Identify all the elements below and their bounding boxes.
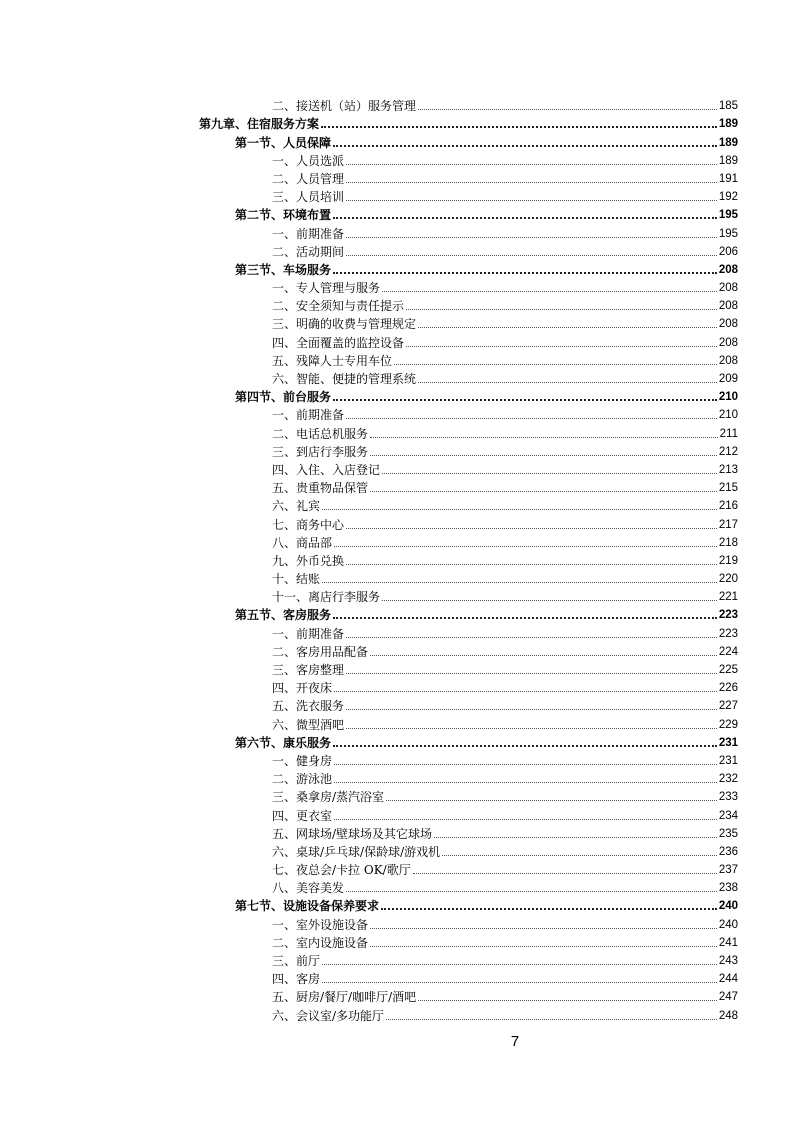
toc-entry-title: 五、残障人士专用车位 bbox=[272, 353, 393, 368]
toc-entry-page: 237 bbox=[718, 864, 738, 877]
toc-entry-item[interactable] bbox=[0, 150, 738, 168]
dot-leader bbox=[370, 423, 718, 438]
toc-entry-title: 二、活动期间 bbox=[272, 244, 345, 259]
dot-leader bbox=[381, 894, 717, 910]
toc-entry-page: 189 bbox=[718, 118, 738, 131]
toc-entry-page: 223 bbox=[718, 627, 738, 640]
toc-entry-item[interactable] bbox=[0, 768, 738, 786]
toc-entry-item[interactable] bbox=[0, 677, 738, 695]
toc-entry-title: 十一、离店行李服务 bbox=[272, 590, 381, 605]
toc-entry-page: 212 bbox=[718, 445, 738, 458]
toc-entry-title: 五、洗衣服务 bbox=[272, 699, 345, 714]
toc-entry-section[interactable] bbox=[0, 204, 738, 222]
toc-entry-item[interactable] bbox=[0, 713, 738, 731]
dot-leader bbox=[346, 550, 717, 565]
toc-entry-title: 三、明确的收费与管理规定 bbox=[272, 317, 417, 332]
toc-entry-page: 236 bbox=[718, 845, 738, 858]
toc-entry-page: 218 bbox=[718, 536, 738, 549]
dot-leader bbox=[346, 877, 717, 892]
toc-entry-page: 195 bbox=[718, 227, 738, 240]
toc-entry-item[interactable] bbox=[0, 859, 738, 877]
dot-leader bbox=[322, 968, 717, 983]
toc-entry-item[interactable] bbox=[0, 313, 738, 331]
toc-entry-item[interactable] bbox=[0, 95, 738, 113]
toc-entry-item[interactable] bbox=[0, 622, 738, 640]
toc-entry-item[interactable] bbox=[0, 441, 738, 459]
toc-entry-item[interactable] bbox=[0, 186, 738, 204]
toc-entry-section[interactable] bbox=[0, 131, 738, 149]
toc-entry-title: 第四节、前台服务 bbox=[235, 390, 332, 405]
dot-leader bbox=[334, 532, 717, 547]
toc-entry-title: 二、人员管理 bbox=[272, 171, 345, 186]
toc-entry-section[interactable] bbox=[0, 895, 738, 913]
toc-entry-item[interactable] bbox=[0, 295, 738, 313]
toc-entry-item[interactable] bbox=[0, 823, 738, 841]
toc-entry-title: 五、网球场/壁球场及其它球场 bbox=[272, 826, 433, 841]
toc-entry-item[interactable] bbox=[0, 331, 738, 349]
toc-entry-page: 189 bbox=[718, 136, 738, 149]
toc-entry-title: 七、夜总会/卡拉 OK/歌厅 bbox=[272, 863, 411, 878]
toc-entry-page: 208 bbox=[718, 318, 738, 331]
toc-entry-title: 二、游泳池 bbox=[272, 772, 333, 787]
dot-leader bbox=[322, 568, 717, 583]
dot-leader bbox=[370, 932, 717, 947]
toc-entry-page: 208 bbox=[718, 300, 738, 313]
dot-leader bbox=[386, 1005, 717, 1020]
toc-entry-title: 第六节、康乐服务 bbox=[235, 735, 332, 750]
dot-leader bbox=[370, 914, 717, 929]
toc-entry-section[interactable] bbox=[0, 259, 738, 277]
dot-leader bbox=[333, 203, 717, 219]
dot-leader bbox=[386, 786, 717, 801]
toc-entry-page: 229 bbox=[718, 718, 738, 731]
toc-entry-page: 210 bbox=[718, 391, 738, 404]
toc-entry-title: 六、桌球/乒乓球/保龄球/游戏机 bbox=[272, 844, 441, 859]
dot-leader bbox=[406, 332, 717, 347]
toc-entry-page: 244 bbox=[718, 973, 738, 986]
dot-leader bbox=[382, 459, 717, 474]
toc-entry-item[interactable] bbox=[0, 932, 738, 950]
toc-entry-page: 224 bbox=[718, 645, 738, 658]
toc-entry-title: 一、健身房 bbox=[272, 753, 333, 768]
toc-entry-item[interactable] bbox=[0, 1004, 738, 1022]
dot-leader bbox=[346, 714, 717, 729]
toc-entry-title: 第九章、住宿服务方案 bbox=[199, 117, 320, 132]
toc-entry-title: 第一节、人员保障 bbox=[235, 135, 332, 150]
toc-entry-page: 231 bbox=[718, 736, 738, 749]
toc-entry-page: 195 bbox=[718, 209, 738, 222]
toc-entry-page: 211 bbox=[719, 427, 738, 440]
toc-entry-title: 二、接送机（站）服务管理 bbox=[272, 99, 417, 114]
toc-entry-page: 240 bbox=[718, 918, 738, 931]
dot-leader bbox=[382, 586, 717, 601]
toc-entry-page: 189 bbox=[718, 154, 738, 167]
toc-entry-title: 一、人员选派 bbox=[272, 153, 345, 168]
toc-entry-item[interactable] bbox=[0, 404, 738, 422]
toc-entry-page: 209 bbox=[718, 373, 738, 385]
toc-entry-item[interactable] bbox=[0, 459, 738, 477]
toc-entry-title: 六、智能、便捷的管理系统 bbox=[272, 372, 417, 386]
toc-entry-title: 四、全面覆盖的监控设备 bbox=[272, 335, 405, 350]
toc-entry-item[interactable] bbox=[0, 659, 738, 677]
toc-entry-item[interactable] bbox=[0, 804, 738, 822]
toc-entry-item[interactable] bbox=[0, 277, 738, 295]
toc-entry-title: 五、贵重物品保管 bbox=[272, 481, 369, 496]
dot-leader bbox=[370, 441, 717, 456]
toc-entry-page: 238 bbox=[718, 882, 738, 895]
toc-entry-section[interactable] bbox=[0, 386, 738, 404]
toc-entry-page: 217 bbox=[718, 518, 738, 531]
dot-leader bbox=[346, 659, 717, 674]
toc-entry-item[interactable] bbox=[0, 695, 738, 713]
toc-entry-item[interactable] bbox=[0, 168, 738, 186]
dot-leader bbox=[418, 986, 717, 1001]
dot-leader bbox=[370, 477, 717, 492]
toc-entry-title: 一、前期准备 bbox=[272, 226, 345, 241]
toc-entry-title: 一、专人管理与服务 bbox=[272, 281, 381, 296]
toc-entry-page: 185 bbox=[718, 100, 738, 113]
toc-entry-item[interactable] bbox=[0, 222, 738, 240]
toc-entry-title: 三、到店行李服务 bbox=[272, 444, 369, 459]
toc-entry-item[interactable] bbox=[0, 477, 738, 495]
toc-entry-title: 三、客房整理 bbox=[272, 663, 345, 677]
toc-entry-title: 五、厨房/餐厅/咖啡厅/酒吧 bbox=[272, 990, 417, 1005]
toc-entry-title: 八、商品部 bbox=[272, 535, 333, 550]
toc-entry-item[interactable] bbox=[0, 368, 738, 386]
toc-entry-page: 206 bbox=[718, 245, 738, 258]
dot-leader bbox=[334, 677, 717, 692]
toc-entry-chapter[interactable] bbox=[0, 113, 738, 131]
dot-leader bbox=[322, 950, 717, 965]
toc-entry-item[interactable] bbox=[0, 986, 738, 1004]
toc-entry-title: 八、美容美发 bbox=[272, 881, 345, 896]
dot-leader bbox=[394, 350, 717, 365]
page-number-text: 7 bbox=[510, 1033, 520, 1050]
toc-entry-title: 四、更衣室 bbox=[272, 808, 333, 823]
toc-entry-page: 208 bbox=[718, 282, 738, 295]
toc-entry-item[interactable] bbox=[0, 841, 738, 859]
toc-entry-title: 三、前厅 bbox=[272, 954, 321, 968]
dot-leader bbox=[442, 841, 717, 856]
dot-leader bbox=[334, 750, 717, 765]
toc-entry-page: 210 bbox=[718, 409, 738, 422]
toc-entry-item[interactable] bbox=[0, 750, 738, 768]
toc-entry-item[interactable] bbox=[0, 350, 738, 368]
toc-entry-page: 208 bbox=[718, 354, 738, 367]
dot-leader bbox=[346, 404, 717, 419]
toc-entry-item[interactable] bbox=[0, 786, 738, 804]
dot-leader bbox=[346, 695, 717, 710]
toc-entry-page: 208 bbox=[718, 336, 738, 349]
toc-entry-title: 二、客房用品配备 bbox=[272, 644, 369, 659]
dot-leader bbox=[418, 368, 717, 383]
toc-entry-page: 223 bbox=[718, 609, 738, 622]
dot-leader bbox=[333, 603, 717, 619]
toc-entry-page: 231 bbox=[718, 754, 738, 767]
toc-entry-page: 221 bbox=[718, 591, 738, 604]
toc-entry-title: 七、商务中心 bbox=[272, 517, 345, 532]
page-number bbox=[0, 1033, 793, 1050]
toc-entry-item[interactable] bbox=[0, 913, 738, 931]
toc-entry-title: 第三节、车场服务 bbox=[235, 262, 332, 277]
toc-entry-section[interactable] bbox=[0, 604, 738, 622]
toc-entry-title: 一、室外设施设备 bbox=[272, 917, 369, 932]
toc-entry-item[interactable] bbox=[0, 241, 738, 259]
table-of-contents bbox=[0, 95, 793, 1023]
toc-entry-item[interactable] bbox=[0, 513, 738, 531]
toc-entry-title: 二、电话总机服务 bbox=[272, 426, 369, 441]
toc-entry-item[interactable] bbox=[0, 877, 738, 895]
dot-leader bbox=[333, 731, 717, 747]
toc-entry-title: 四、入住、入店登记 bbox=[272, 462, 381, 477]
dot-leader bbox=[333, 385, 717, 401]
dot-leader bbox=[346, 514, 717, 529]
toc-entry-item[interactable] bbox=[0, 641, 738, 659]
dot-leader bbox=[418, 95, 717, 110]
dot-leader bbox=[346, 623, 717, 638]
toc-entry-title: 九、外币兑换 bbox=[272, 553, 345, 568]
toc-entry-page: 247 bbox=[718, 991, 738, 1004]
toc-entry-title: 十、结账 bbox=[272, 572, 321, 587]
toc-entry-page: 213 bbox=[718, 463, 738, 476]
toc-entry-item[interactable] bbox=[0, 495, 738, 513]
toc-entry-page: 248 bbox=[718, 1009, 738, 1022]
toc-entry-page: 216 bbox=[718, 500, 738, 513]
dot-leader bbox=[346, 223, 717, 238]
toc-entry-page: 215 bbox=[718, 482, 738, 495]
toc-entry-page: 233 bbox=[718, 791, 738, 804]
toc-entry-item[interactable] bbox=[0, 586, 738, 604]
toc-entry-item[interactable] bbox=[0, 950, 738, 968]
dot-leader bbox=[346, 168, 717, 183]
toc-entry-title: 四、开夜床 bbox=[272, 681, 333, 696]
dot-leader bbox=[418, 313, 717, 328]
dot-leader bbox=[334, 768, 717, 783]
toc-entry-page: 243 bbox=[718, 955, 738, 967]
toc-entry-page: 234 bbox=[718, 809, 738, 822]
toc-entry-title: 三、桑拿房/蒸汽浴室 bbox=[272, 790, 385, 805]
dot-leader bbox=[406, 295, 717, 310]
toc-entry-item[interactable] bbox=[0, 968, 738, 986]
toc-entry-item[interactable] bbox=[0, 568, 738, 586]
toc-entry-page: 232 bbox=[718, 773, 738, 786]
dot-leader bbox=[434, 823, 717, 838]
toc-entry-title: 二、室内设施设备 bbox=[272, 935, 369, 950]
dot-leader bbox=[346, 150, 717, 165]
dot-leader bbox=[322, 495, 717, 510]
toc-entry-page: 235 bbox=[718, 827, 738, 840]
toc-entry-title: 二、安全须知与责任提示 bbox=[272, 299, 405, 314]
toc-entry-title: 四、客房 bbox=[272, 972, 321, 987]
toc-entry-page: 240 bbox=[718, 900, 738, 913]
toc-entry-title: 三、人员培训 bbox=[272, 190, 345, 205]
toc-entry-item[interactable] bbox=[0, 422, 738, 440]
toc-entry-title: 第五节、客房服务 bbox=[235, 608, 332, 623]
toc-entry-section[interactable] bbox=[0, 732, 738, 750]
toc-entry-page: 227 bbox=[718, 700, 738, 713]
dot-leader bbox=[321, 112, 717, 128]
dot-leader bbox=[334, 805, 717, 820]
dot-leader bbox=[370, 641, 717, 656]
toc-entry-page: 219 bbox=[718, 554, 738, 567]
dot-leader bbox=[382, 277, 717, 292]
dot-leader bbox=[346, 186, 717, 201]
toc-entry-item[interactable] bbox=[0, 550, 738, 568]
toc-entry-page: 208 bbox=[718, 263, 738, 276]
toc-entry-title: 六、会议室/多功能厅 bbox=[272, 1008, 385, 1023]
dot-leader bbox=[333, 258, 717, 274]
dot-leader bbox=[346, 241, 717, 256]
toc-entry-item[interactable] bbox=[0, 532, 738, 550]
toc-entry-title: 一、前期准备 bbox=[272, 408, 345, 423]
toc-entry-title: 第二节、环境布置 bbox=[235, 208, 332, 223]
toc-entry-title: 第七节、设施设备保养要求 bbox=[235, 899, 380, 914]
toc-entry-page: 225 bbox=[718, 664, 738, 676]
toc-entry-title: 六、礼宾 bbox=[272, 499, 321, 514]
toc-entry-page: 220 bbox=[718, 573, 738, 586]
toc-entry-page: 241 bbox=[718, 936, 738, 949]
toc-entry-page: 192 bbox=[718, 191, 738, 204]
toc-entry-page: 191 bbox=[718, 172, 738, 185]
dot-leader bbox=[333, 131, 717, 147]
toc-entry-title: 六、微型酒吧 bbox=[272, 717, 345, 732]
toc-entry-page: 226 bbox=[718, 682, 738, 695]
toc-entry-title: 一、前期准备 bbox=[272, 626, 345, 641]
dot-leader bbox=[413, 859, 717, 874]
